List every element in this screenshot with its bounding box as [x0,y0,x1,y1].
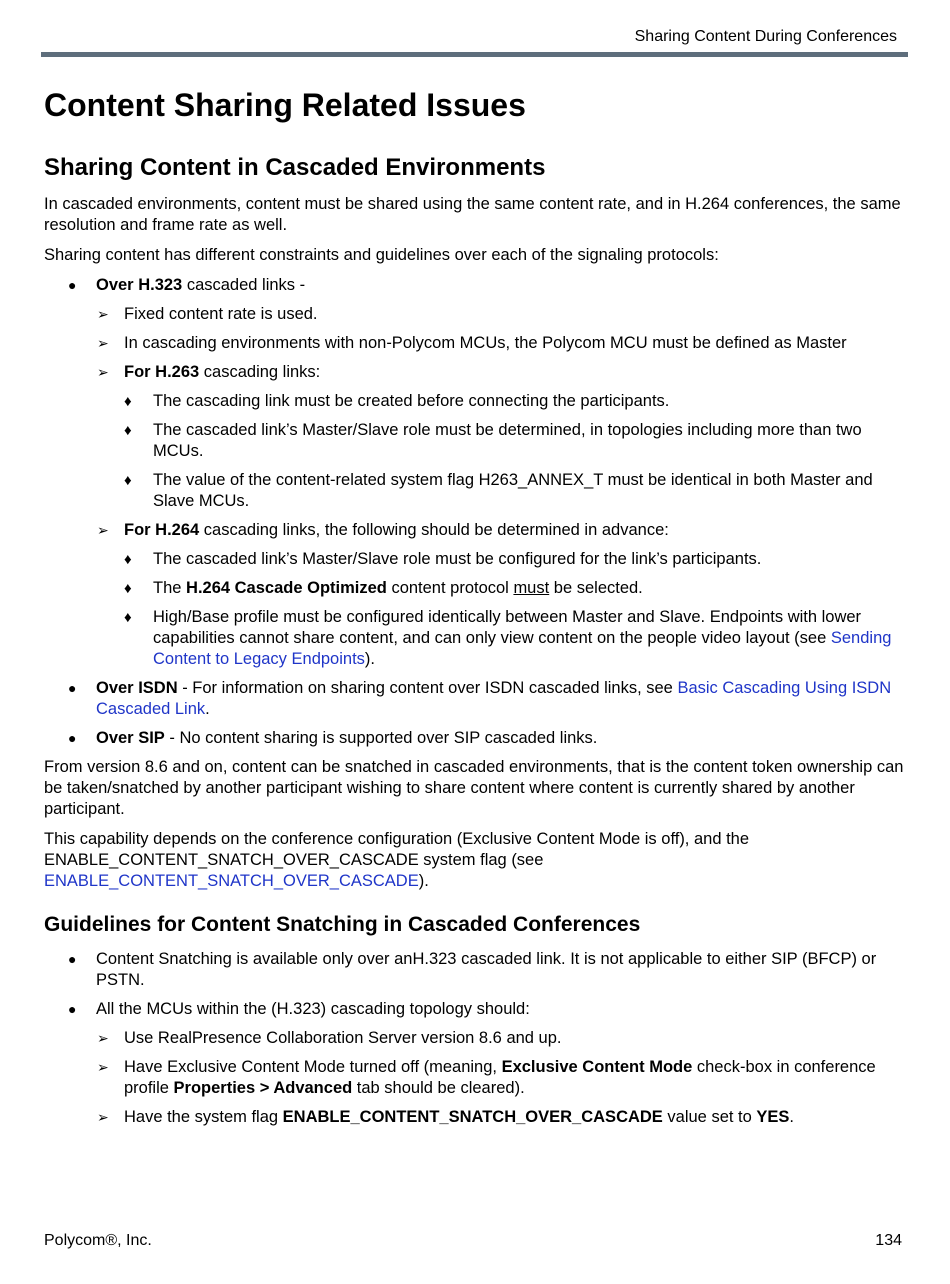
paragraph-text: This capability depends on the conference configuration (Exclusive Content Mode is off), and the ENABLE_CONTENT_SNATCH_OVER_CASCADE system flag (see [44,830,750,869]
sub-sub-item [44,607,908,670]
sub-item-h264 [44,520,908,541]
item-text: - No content sharing is supported over SIP cascaded links. [164,729,598,747]
page-body [44,83,908,1136]
diamond-icon: ♦ [124,551,132,568]
section-heading-cascaded: Sharing Content in Cascaded Environments [44,154,546,181]
item-text: - For information on sharing content over ISDN cascaded links, see [177,679,678,697]
page-number: 134 [875,1232,902,1249]
bold-label: ENABLE_CONTENT_SNATCH_OVER_CASCADE [282,1108,663,1126]
bullet-icon: ● [68,680,77,696]
item-text: The cascaded link’s Master/Slave role must be configured for the link’s participants. [153,550,762,568]
diamond-icon: ♦ [124,609,132,626]
item-text: content protocol [386,579,514,597]
item-text: High/Base profile must be configured identically between Master and Slave. Endpoints with lower capabilities cannot share content, and can only view content on the people video layout (see [153,608,862,647]
paragraph [44,829,908,892]
bold-label: For H.263 [124,363,200,381]
sub-sub-item [44,578,908,599]
bold-label: YES [756,1108,790,1126]
item-text: cascading links, the following should be determined in advance: [199,521,669,539]
item-text: . [789,1108,795,1126]
item-text: All the MCUs within the (H.323) cascading topology should: [96,1000,530,1018]
underlined-word: must [513,579,550,597]
arrow-icon: ➢ [97,1109,109,1125]
bold-label: For H.264 [124,521,200,539]
arrow-icon: ➢ [97,1030,109,1046]
bullet-icon: ● [68,951,77,967]
diamond-icon: ♦ [124,580,132,597]
arrow-icon: ➢ [97,306,109,322]
sub-item [44,304,908,325]
arrow-icon: ➢ [97,1059,109,1075]
item-text: cascading links: [199,363,321,381]
sub-sub-item [44,470,908,512]
paragraph: In cascaded environments, content must be shared using the same content rate, and in H.264 conferences, the same resolution and frame rate as well. [44,195,901,234]
list-item-isdn [44,678,908,720]
item-text: The [153,579,187,597]
diamond-icon: ♦ [124,393,132,410]
bold-label: Properties > Advanced [173,1079,353,1097]
header-rule [41,52,908,57]
sub-item [44,1028,908,1049]
item-text: be selected. [549,579,643,597]
list-item [44,949,908,991]
item-text: Have Exclusive Content Mode turned off (meaning, [124,1058,502,1076]
footer-company: Polycom®, Inc. [44,1232,152,1249]
guidelines-list [44,949,908,1128]
sub-sub-item [44,391,908,412]
sub-item [44,333,908,354]
item-text: tab should be cleared). [352,1079,525,1097]
bullet-icon: ● [68,1001,77,1017]
list-item-sip [44,728,908,749]
bullet-icon: ● [68,277,77,293]
bold-label: Over ISDN [96,679,178,697]
arrow-icon: ➢ [97,335,109,351]
bold-label: Exclusive Content Mode [501,1058,693,1076]
item-text: . [205,700,210,718]
diamond-icon: ♦ [124,472,132,489]
item-text: Have the system flag [124,1108,283,1126]
list-item-h323 [44,275,908,296]
sub-item-h263 [44,362,908,383]
protocol-list [44,275,908,749]
item-text: cascaded links - [182,276,306,294]
diamond-icon: ♦ [124,422,132,439]
sub-sub-item [44,549,908,570]
paragraph: From version 8.6 and on, content can be snatched in cascaded environments, that is the content token ownership can be taken/snatched by another participant wishing to share content where content is currently shared by another participant. [44,758,904,818]
sub-item [44,1107,908,1128]
item-text: The cascaded link’s Master/Slave role must be determined, in topologies including more than two MCUs. [153,421,862,460]
arrow-icon: ➢ [97,522,109,538]
paragraph-text: ). [418,872,429,890]
item-text: value set to [662,1108,757,1126]
item-text: Content Snatching is available only over anH.323 cascaded link. It is not applicable to either SIP (BFCP) or PSTN. [96,950,877,989]
page-title: Content Sharing Related Issues [44,87,526,123]
paragraph: Sharing content has different constraints and guidelines over each of the signaling protocols: [44,246,719,264]
arrow-icon: ➢ [97,364,109,380]
bold-label: Over SIP [96,729,165,747]
item-text: In cascading environments with non-Polycom MCUs, the Polycom MCU must be defined as Master [124,334,847,352]
item-text: The cascading link must be created before connecting the participants. [153,392,670,410]
item-text: ). [364,650,375,668]
link-isdn-cascading[interactable]: Basic Cascading Using ISDN Cascaded Link [96,679,892,718]
bold-label: Over H.323 [96,276,183,294]
bullet-icon: ● [68,730,77,746]
bold-label: H.264 Cascade Optimized [186,579,387,597]
item-text: check-box in conference profile [124,1058,876,1097]
list-item [44,999,908,1020]
sub-sub-item [44,420,908,462]
item-text: Use RealPresence Collaboration Server version 8.6 and up. [124,1029,562,1047]
item-text: Fixed content rate is used. [124,305,318,323]
item-text: The value of the content-related system flag H263_ANNEX_T must be identical in both Master and Slave MCUs. [153,471,873,510]
link-legacy-endpoints[interactable]: Sending Content to Legacy Endpoints [153,629,892,668]
link-snatch-flag[interactable]: ENABLE_CONTENT_SNATCH_OVER_CASCADE [44,872,419,890]
sub-item [44,1057,908,1099]
running-header: Sharing Content During Conferences [634,28,897,45]
section-heading-guidelines: Guidelines for Content Snatching in Cascaded Conferences [44,913,641,936]
